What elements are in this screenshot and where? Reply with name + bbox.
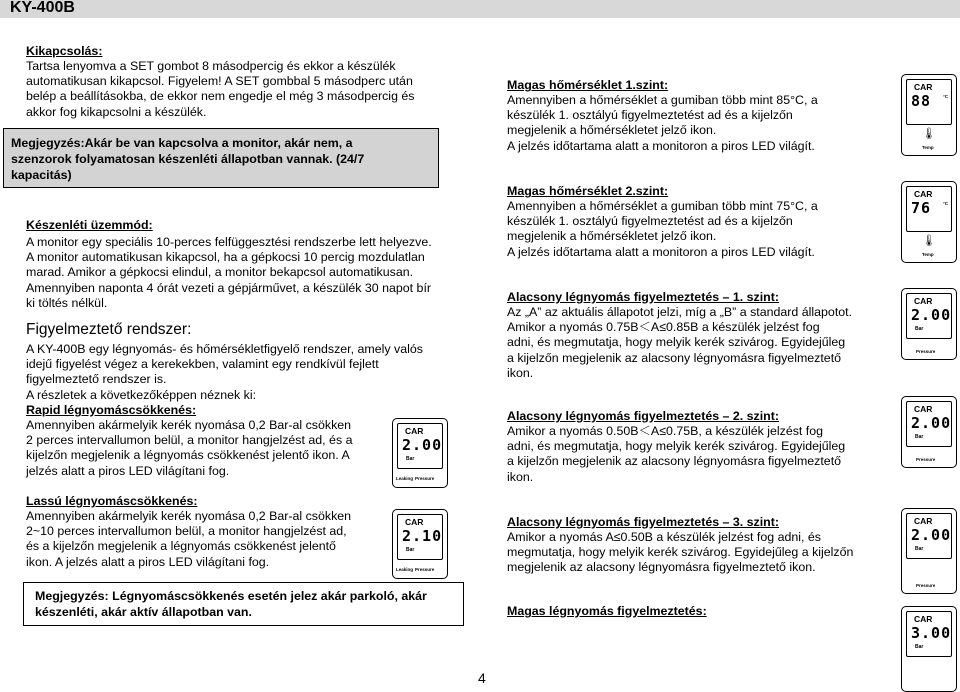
note-text-2 (35, 588, 460, 620)
text-line: Az „A” az aktuális állapotot jelzi, míg a „B” a standard állapotot. (507, 305, 853, 319)
text-line: A jelzés időtartama alatt a monitoron a piros LED világít. (507, 244, 815, 259)
lcd-temp-value: 88 (911, 92, 932, 110)
lassu-heading: Lassú légnyomáscsökkenés: (26, 494, 198, 508)
text-line: Amennyiben naponta 4 órát vezeti a gépjárművet, a készülék 30 napot bír (26, 280, 432, 295)
page-title: KY-400B (10, 0, 75, 16)
alacsony2-heading: Alacsony légnyomás figyelmeztetés – 2. szint: (507, 409, 780, 423)
temp-label: Temp (922, 145, 934, 150)
lcd-car-label: CAR (914, 614, 933, 624)
figyelmezteto-heading: Figyelmeztető rendszer: (26, 321, 192, 338)
text-line: A monitor automatikusan kikapcsol, ha a gépkocsi 10 percig mozdulatlan (26, 250, 425, 265)
alacsony3-text (507, 530, 887, 576)
text-line: szenzorok folyamatosan készenléti állapotban vannak. (24/7 (11, 152, 365, 166)
pressure-icon: Pressure (415, 567, 435, 572)
text-line: 2 perces intervallumon belül, a monitor hangjelzést ad, és a (26, 433, 353, 448)
lcd-car-label: CAR (405, 426, 424, 436)
magas-legnyomas-heading: Magas légnyomás figyelmeztetés: (507, 604, 707, 618)
lcd-unit: Bar (406, 456, 415, 462)
alacsony1-heading: Alacsony légnyomás figyelmeztetés – 1. szint: (507, 290, 780, 304)
text-line: A monitor egy speciális 10-perces felfüggesztési rendszerbe lett helyezve. (26, 235, 432, 249)
magas2-heading: Magas hőmérséklet 2.szint: (507, 184, 669, 198)
alacsony1-text (507, 305, 887, 381)
text-line: Amennyiben a hőmérséklet a gumiban több mint 85°C, a (507, 93, 818, 107)
lcd-pressure-value: 2.10 (402, 527, 443, 545)
lcd-unit: Bar (406, 547, 415, 553)
thermometer-icon: 🌡 (922, 128, 936, 140)
lcd-unit: °C (943, 201, 949, 206)
lcd-pressure-value: 2.00 (911, 306, 952, 324)
text-line: kijelzőn megjelenik a légnyomás csökkenést jelentő ikon. A (26, 448, 350, 463)
text-line: és a kijelzőn megjelenik a légnyomás csökkenést jelentő (26, 539, 336, 554)
kikapcsolas-heading: Kikapcsolás: (26, 44, 103, 58)
text-line: Amikor a nyomás A≤0.50B a készülék jelzést fog adni, és (507, 530, 821, 544)
note-text (11, 135, 431, 183)
text-line: A részletek a következőképpen néznek ki: (26, 387, 257, 402)
lassu-text (26, 509, 381, 570)
lcd-unit: °C (943, 94, 949, 99)
pressure-icon: Pressure (916, 583, 936, 588)
magas1-heading: Magas hőmérséklet 1.szint: (507, 78, 669, 92)
lcd-screen (906, 401, 952, 447)
text-line: adni, és megmutatja, hogy melyik kerék szivárog. Egyidejűleg (507, 335, 846, 350)
text-line: Amikor a nyomás 0.75B＜A≤0.85B a készülék jelzést fog (507, 320, 820, 335)
text-line: 2~10 perces intervallumon belül, a monitor hangjelzést ad, (26, 524, 347, 539)
lcd-car-label: CAR (914, 404, 933, 414)
leaking-icon: Leaking (396, 567, 414, 572)
text-line: készülék 1. osztályú figyelmeztetést ad és a kijelzőn (507, 108, 793, 123)
lcd-display-low1 (901, 288, 957, 360)
text-line: Megjegyzés: Légnyomáscsökkenés esetén jelez akár parkoló, akár (35, 589, 427, 603)
text-line: jelzés alatt a piros LED világítani fog. (26, 463, 230, 478)
text-line: megjelenik az alacsony légnyomásra figyelmeztető ikon. (507, 560, 816, 575)
text-line: megjelenik a hőmérsékletet jelző ikon. (507, 123, 717, 138)
text-line: készenléti, akár aktív állapotban van. (35, 605, 252, 619)
lcd-car-label: CAR (914, 516, 933, 526)
text-line: A jelzés időtartama alatt a monitoron a piros LED világít. (507, 138, 815, 153)
lcd-screen (397, 423, 443, 469)
keszenleti-heading: Készenléti üzemmód: (26, 218, 153, 232)
lcd-display-low2 (901, 396, 957, 468)
alacsony2-text (507, 424, 887, 485)
rapid-text (26, 418, 381, 479)
text-line: Amennyiben akármelyik kerék nyomása 0,2 Bar-al csökken (26, 509, 352, 523)
lcd-pressure-value: 2.00 (402, 436, 443, 454)
page-header (0, 0, 960, 18)
lcd-screen (906, 611, 952, 657)
lcd-unit: Bar (915, 434, 924, 440)
lcd-car-label: CAR (405, 517, 424, 527)
text-line: figyelmeztető rendszer is. (26, 372, 167, 387)
text-line: adni, és megmutatja, hogy melyik kerék szivárog. Egyidejűleg (507, 439, 846, 454)
thermometer-icon: 🌡 (922, 235, 936, 247)
note-box-2 (23, 582, 464, 626)
lcd-pressure-value: 2.00 (911, 414, 952, 432)
text-line: A KY-400B egy légnyomás- és hőmérsékletfigyelő rendszer, amely valós (26, 342, 423, 356)
text-line: a kijelzőn megjelenik az alacsony légnyomásra figyelmeztető (507, 454, 842, 469)
lcd-screen (906, 186, 952, 232)
alacsony3-heading: Alacsony légnyomás figyelmeztetés – 3. szint: (507, 515, 780, 529)
text-line: idejű figyelést végez a kerekekben, valamint egy rendkívül fejlett (26, 357, 379, 372)
lcd-unit: Bar (915, 546, 924, 552)
lcd-display-rapid (392, 418, 448, 488)
lcd-display-low3 (901, 508, 957, 594)
text-line: marad. Amikor a gépkocsi elindul, a monitor bekapcsol automatikusan. (26, 265, 414, 280)
text-line: Megjegyzés:Akár be van kapcsolva a monitor, akár nem, a (11, 136, 353, 150)
lcd-display-high (901, 606, 957, 692)
figyelmezteto-text (26, 342, 462, 403)
lcd-car-label: CAR (914, 189, 933, 199)
lcd-display-temp2 (901, 181, 957, 263)
text-line: ikon. (507, 365, 534, 380)
magas1-text (507, 93, 887, 154)
lcd-pressure-value: 2.00 (911, 526, 952, 544)
text-line: megmutatja, hogy melyik kerék szivárog. Egyidejűleg a kijelzőn (507, 545, 854, 560)
lcd-car-label: CAR (914, 296, 933, 306)
kikapcsolas-text (26, 59, 462, 120)
lcd-screen (397, 514, 443, 560)
lcd-pressure-value: 3.00 (911, 624, 952, 642)
note-box (3, 128, 439, 188)
text-line: akkor fog kikapcsolni a készülék. (26, 104, 207, 119)
rapid-heading: Rapid légnyomáscsökkenés: (26, 403, 197, 417)
text-line: Tartsa lenyomva a SET gombot 8 másodpercig és ekkor a készülék (26, 59, 396, 73)
lcd-screen (906, 293, 952, 339)
pressure-icon: Pressure (916, 457, 936, 462)
text-line: automatikusan kikapcsol. Figyelem! A SET gombbal 5 másodperc után (26, 74, 413, 89)
lcd-screen (906, 79, 952, 125)
lcd-car-label: CAR (914, 82, 933, 92)
lcd-display-slow (392, 509, 448, 579)
lcd-unit: Bar (915, 326, 924, 332)
page-number: 4 (478, 670, 486, 686)
text-line: ikon. (507, 469, 534, 484)
lcd-temp-value: 76 (911, 199, 932, 217)
text-line: a kijelzőn megjelenik az alacsony légnyomásra figyelmeztető (507, 350, 842, 365)
pressure-icon: Pressure (916, 349, 936, 354)
lcd-screen (906, 513, 952, 559)
lcd-unit: Bar (915, 644, 924, 650)
text-line: Amikor a nyomás 0.50B＜A≤0.75B, a készülék jelzést fog (507, 424, 824, 438)
pressure-icon: Pressure (415, 476, 435, 481)
text-line: ki töltés nélkül. (26, 295, 108, 310)
text-line: megjelenik a hőmérsékletet jelző ikon. (507, 229, 717, 244)
text-line: kapacitás) (11, 168, 72, 182)
text-line: ikon. A jelzés alatt a piros LED világítani fog. (26, 554, 270, 569)
temp-label: Temp (922, 252, 934, 257)
magas2-text (507, 199, 887, 260)
lcd-display-temp1 (901, 74, 957, 156)
keszenleti-text (26, 235, 466, 311)
text-line: Amennyiben a hőmérséklet a gumiban több mint 75°C, a (507, 199, 818, 213)
text-line: készülék 1. osztályú figyelmeztetést ad és a kijelzőn (507, 214, 793, 229)
text-line: belép a beállításokba, de ekkor nem engedje el még 3 másodpercig és (26, 89, 415, 104)
leaking-icon: Leaking (396, 476, 414, 481)
text-line: Amennyiben akármelyik kerék nyomása 0,2 Bar-al csökken (26, 418, 352, 432)
